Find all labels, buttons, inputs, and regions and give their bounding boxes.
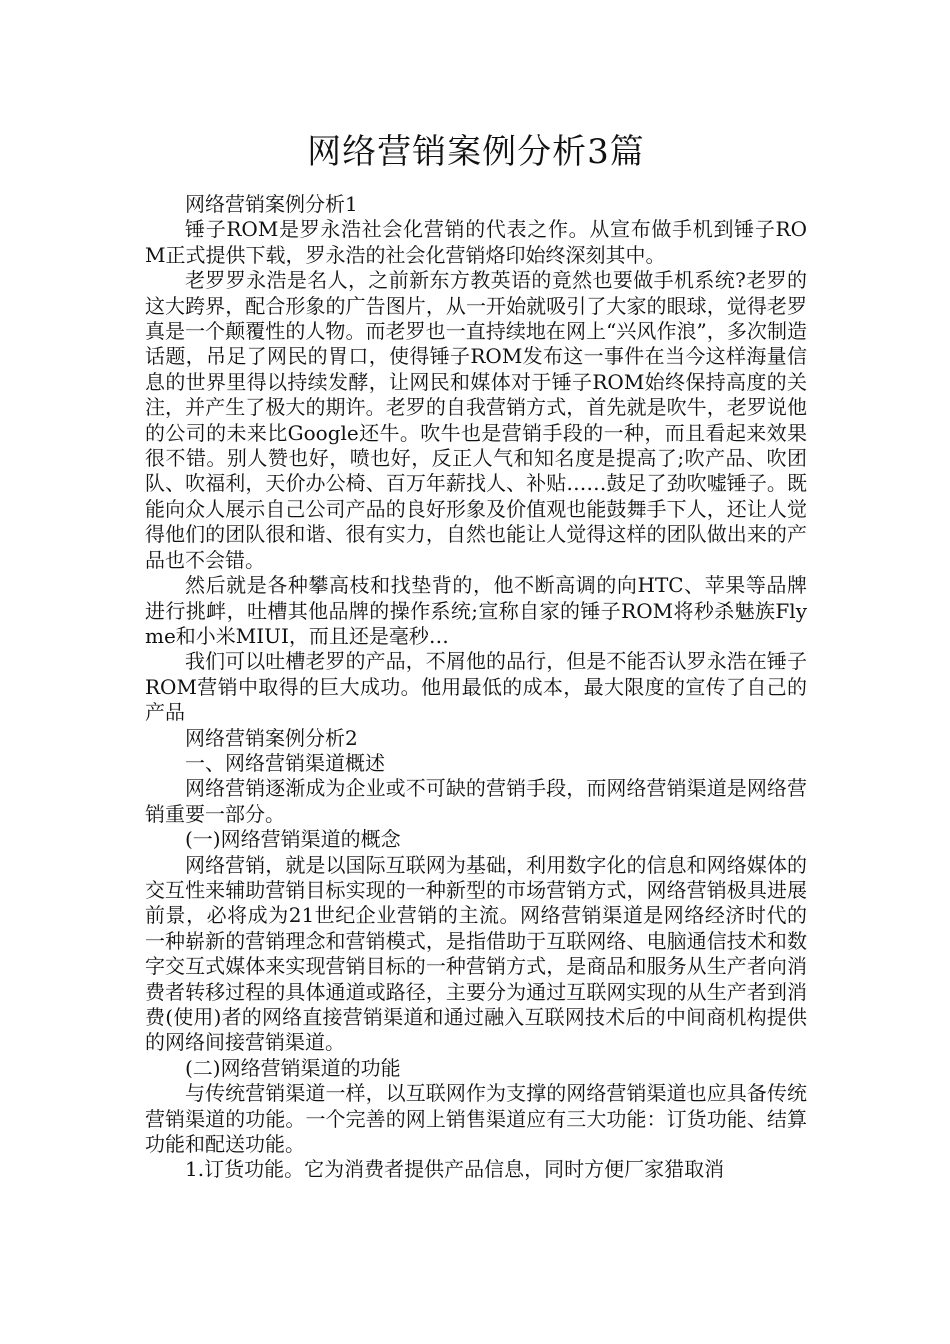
paragraph: 我们可以吐槽老罗的产品，不屑他的品行，但是不能否认罗永浩在锤子ROM营销中取得的巨大成功。他用最低的成本，最大限度的宣传了自己的产品 [145,649,807,725]
paragraph: 网络营销，就是以国际互联网为基础，利用数字化的信息和网络媒体的交互性来辅助营销目标实现的一种新型的市场营销方式，网络营销极具进展前景，必将成为21世纪企业营销的主流。网络营销渠道是网络经济时代的一种崭新的营销理念和营销模式，是指借助于互联网络、电脑通信技术和数字交互式媒体来实现营销目标的一种营销方式，是商品和服务从生产者向消费者转移过程的具体通道或路径，主要分为通过互联网实现的从生产者到消费(使用)者的网络直接营销渠道和通过融入互联网技术后的中间商机构提供的网络间接营销渠道。 [145,852,807,1055]
paragraph: 与传统营销渠道一样，以互联网作为支撑的网络营销渠道也应具备传统营销渠道的功能。一个完善的网上销售渠道应有三大功能：订货功能、结算功能和配送功能。 [145,1081,807,1157]
paragraph-case-2-heading: 网络营销案例分析2 [185,725,358,750]
document-title: 网络营销案例分析3篇 [307,132,645,172]
paragraph: 网络营销逐渐成为企业或不可缺的营销手段，而网络营销渠道是网络营销重要一部分。 [145,776,807,826]
section-heading: 一、网络营销渠道概述 [185,750,385,775]
document-page [145,128,807,1183]
subsection-heading: (一)网络营销渠道的概念 [185,827,401,852]
subsection-heading: (二)网络营销渠道的功能 [185,1055,401,1080]
paragraph: 锤子ROM是罗永浩社会化营销的代表之作。从宣布做手机到锤子ROM正式提供下载，罗永浩的社会化营销烙印始终深刻其中。 [145,217,807,267]
paragraph: 然后就是各种攀高枝和找垫背的，他不断高调的向HTC、苹果等品牌进行挑衅，吐槽其他品牌的操作系统;宣称自家的锤子ROM将秒杀魅族Flyme和小米MIUI，而且还是毫秒… [145,573,807,648]
paragraph: 1.订货功能。它为消费者提供产品信息，同时方便厂家猎取消 [185,1157,725,1182]
paragraph-case-1-heading: 网络营销案例分析1 [185,192,358,216]
paragraph: 老罗罗永浩是名人，之前新东方教英语的竟然也要做手机系统?老罗的这大跨界，配合形象的广告图片，从一开始就吸引了大家的眼球，觉得老罗真是一个颠覆性的人物。而老罗也一直持续地在网上“兴风作浪”，多次制造话题，吊足了网民的胃口，使得锤子ROM发布这一事件在当今这样海量信息的世界里得以持续发酵，让网民和媒体对于锤子ROM始终保持高度的关注，并产生了极大的期许。老罗的自我营销方式，首先就是吹牛，老罗说他的公司的未来比Google还牛。吹牛也是营销手段的一种，而且看起来效果很不错。别人赞也好，喷也好，反正人气和知名度是提高了;吹产品、吹团队、吹福利，天价办公椅、百万年薪找人、补贴……鼓足了劲吹嘘锤子。既能向众人展示自己公司产品的良好形象及价值观也能鼓舞手下人，还让人觉得他们的团队很和谐、很有实力，自然也能让人觉得这样的团队做出来的产品也不会错。 [145,268,807,572]
